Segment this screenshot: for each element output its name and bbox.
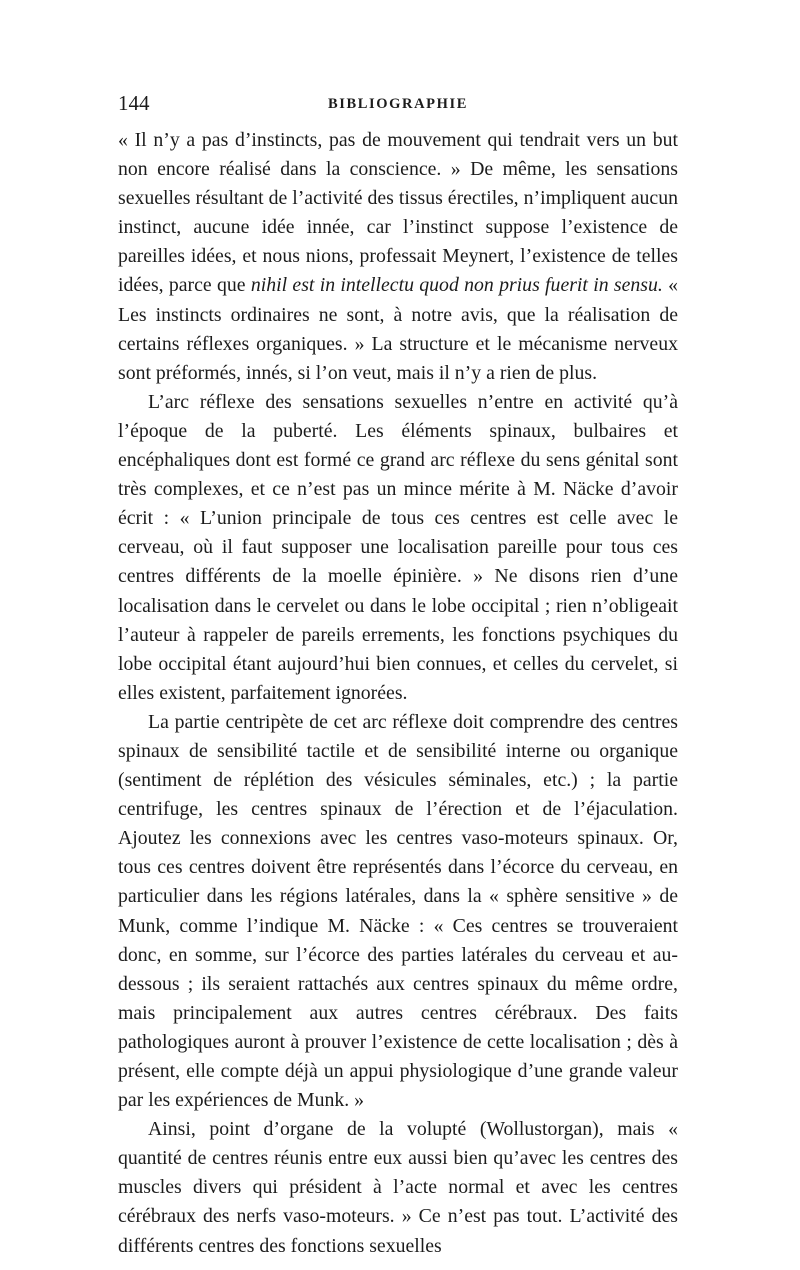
body-text: [118, 126, 678, 1261]
text-segment: « Les instincts ordinaires ne sont, à notre avis, que la réalisation de certains réflexes organiques. » La structure et le mécanisme nerveux sont préformés, innés, si l’on veut, mais il n’y a rien de plus.: [118, 274, 678, 384]
page-header: [118, 90, 678, 116]
book-page: [118, 90, 678, 1261]
latin-quote: nihil est in intellectu quod non prius fuerit in sensu.: [250, 274, 663, 297]
text-segment: La partie centripète de cet arc réflexe doit comprendre des centres spinaux de sensibilité tactile et de sensibilité interne ou organique (sentiment de réplétion des vésicules séminales, etc.) ; la partie centrifuge, les centres spinaux de l’érection et de l’éjaculation. Ajoutez les connexions avec les centres vaso-moteurs spinaux. Or, tous ces centres doivent être représentés dans l’écorce du cerveau, en particulier dans les régions latérales, dans la « sphère sensitive » de Munk, comme l’indique M. Näcke : « Ces centres se trouveraient donc, en somme, sur l’écorce des parties latérales du cerveau et au-dessous ; ils seraient rattachés aux centres spinaux du même ordre, mais principalement aux autres centres cérébraux. Des faits pathologiques auront à prouver l’existence de cette localisation ; dès à présent, elle compte déjà un appui physiologique d’une grande valeur par les expériences de Munk. »: [118, 710, 678, 1112]
running-head: BIBLIOGRAPHIE: [327, 96, 469, 112]
page-number: 144: [118, 91, 150, 115]
paragraph: [118, 708, 678, 1115]
text-segment: Ainsi, point d’organe de la volupté (Wollustorgan), mais « quantité de centres réunis entre eux aussi bien qu’avec les centres des muscles divers qui président à l’acte normal et avec les centres cérébraux des nerfs vaso-moteurs. » Ce n’est pas tout. L’activité des différents centres des fonctions sexuelles: [118, 1118, 678, 1257]
text-segment: L’arc réflexe des sensations sexuelles n’entre en activité qu’à l’époque de la puberté. Les éléments spinaux, bulbaires et encéphaliques dont est formé ce grand arc réflexe du sens génital sont très complexes, et ce n’est pas un mince mérite à M. Näcke d’avoir écrit : « L’union principale de tous ces centres est celle avec le cerveau, où il faut supposer une localisation pareille pour tous ces centres différents de la moelle épinière. » Ne disons rien d’une localisation dans le cervelet ou dans le lobe occipital ; rien n’obligeait l’auteur à rappeler de pareils errements, les fonctions psychiques du lobe occipital étant aujourd’hui bien connues, et celles du cervelet, si elles existent, parfaitement ignorées.: [118, 390, 678, 704]
paragraph: [118, 388, 678, 708]
paragraph: [118, 1115, 678, 1260]
text-segment: « Il n’y a pas d’instincts, pas de mouvement qui tendrait vers un but non encore réalisé dans la conscience. » De même, les sensations sexuelles résultant de l’activité des tissus érectiles, n’impliquent aucun instinct, aucune idée innée, car l’instinct suppose l’existence de pareilles idées, et nous nions, professait Meynert, l’existence de telles idées, parce que: [118, 129, 678, 297]
paragraph: [118, 126, 678, 388]
